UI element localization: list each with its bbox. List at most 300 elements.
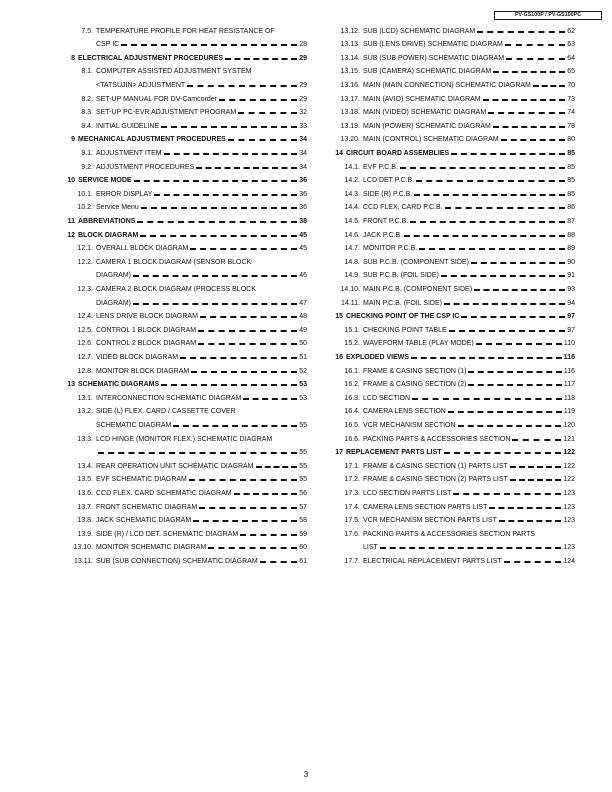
dot-leader <box>474 289 565 291</box>
toc-entry-title: CAMERA 1 BLOCK DIAGRAM (SENSOR BLOCK <box>96 258 252 266</box>
toc-entry-title: SERVICE MODE <box>78 177 132 185</box>
toc-entry[interactable] <box>326 502 575 512</box>
toc-entry-number: 8.2. <box>81 95 93 103</box>
toc-entry-title: CONTROL 2 BLOCK DIAGRAM <box>96 340 197 348</box>
toc-entry-number: 12.2. <box>77 258 93 266</box>
toc-entry-title: BLOCK DIAGRAM <box>78 231 139 239</box>
toc-entry[interactable] <box>58 311 307 321</box>
toc-entry[interactable] <box>326 230 575 240</box>
dot-leader <box>451 153 565 155</box>
dot-leader <box>448 411 562 413</box>
toc-entry[interactable] <box>326 94 575 104</box>
toc-entry[interactable] <box>58 148 307 158</box>
toc-entry[interactable] <box>96 447 307 457</box>
toc-entry-page: 55 <box>299 462 307 470</box>
dot-leader <box>200 316 297 318</box>
toc-entry-title: LENS DRIVE BLOCK DIAGRAM <box>96 313 198 321</box>
toc-entry-number: 14.8. <box>344 258 360 266</box>
toc-entry-title: SCHEMATIC DIAGRAMS <box>78 381 160 389</box>
toc-entry-page: 53 <box>299 381 307 389</box>
toc-entry[interactable] <box>326 189 575 199</box>
model-number-header: PV-GS100P / PV-GS100PC <box>494 11 602 20</box>
toc-entry-page: 51 <box>299 353 307 361</box>
toc-entry-title: COMPUTER ASSISTED ADJUSTMENT SYSTEM <box>96 68 252 76</box>
dot-leader <box>141 207 297 209</box>
toc-entry-page: 46 <box>299 272 307 280</box>
toc-entry-number: 10 <box>67 177 75 185</box>
dot-leader <box>493 126 565 128</box>
dot-leader <box>506 58 565 60</box>
toc-entry[interactable] <box>326 270 575 280</box>
toc-entry-number: 14.9. <box>344 272 360 280</box>
toc-entry-number: 13.18. <box>340 109 360 117</box>
toc-entry-page: 34 <box>299 149 307 157</box>
dot-leader <box>256 466 298 468</box>
toc-entry-page: 55 <box>299 476 307 484</box>
toc-entry-page: 85 <box>567 190 575 198</box>
toc-entry[interactable] <box>363 542 575 552</box>
dot-leader <box>243 398 297 400</box>
toc-entry-title: SUB P.C.B. (FOIL SIDE) <box>363 272 439 280</box>
toc-entry-number: 13.5. <box>77 476 93 484</box>
toc-entry-page: 97 <box>567 326 575 334</box>
toc-entry-title: CCD FLEX. CARD SCHEMATIC DIAGRAM <box>96 489 232 497</box>
toc-section-entry[interactable] <box>58 134 307 144</box>
toc-entry-page: 89 <box>567 245 575 253</box>
toc-entry[interactable] <box>58 284 307 294</box>
toc-entry-title: MAIN P.C.B. (COMPONENT SIDE) <box>363 285 473 293</box>
toc-entry[interactable] <box>58 189 307 199</box>
toc-entry-title: CAMERA 2 BLOCK DIAGRAM (PROCESS BLOCK <box>96 285 256 293</box>
toc-entry[interactable] <box>326 298 575 308</box>
toc-entry-title: VCR MECHANISM SECTION <box>363 421 456 429</box>
toc-entry-number: 14.5. <box>344 217 360 225</box>
toc-entry-number: 13.8. <box>77 517 93 525</box>
toc-entry-title: CAMERA LENS SECTION <box>363 408 446 416</box>
toc-entry-page: 80 <box>567 136 575 144</box>
toc-entry-title: EVF P.C.B. <box>363 163 398 171</box>
toc-entry[interactable] <box>58 366 307 376</box>
toc-entry[interactable] <box>326 243 575 253</box>
toc-entry-page: 73 <box>567 95 575 103</box>
toc-entry[interactable] <box>58 121 307 131</box>
toc-entry-number: 16.2. <box>344 381 360 389</box>
toc-entry[interactable] <box>58 107 307 117</box>
toc-entry-page: 29 <box>299 95 307 103</box>
dot-leader <box>501 139 566 141</box>
dot-leader <box>240 534 297 536</box>
dot-leader <box>461 316 565 318</box>
dot-leader <box>134 180 298 182</box>
toc-entry-title: LCD SECTION PARTS LIST <box>363 489 452 497</box>
toc-entry-number: 13.7. <box>77 503 93 511</box>
toc-entry[interactable] <box>326 53 575 63</box>
toc-entry-page: 116 <box>563 353 575 361</box>
toc-entry-number: 12.8. <box>77 367 93 375</box>
toc-section-entry[interactable] <box>58 230 307 240</box>
dot-leader <box>404 235 565 237</box>
toc-entry-number: 8.1. <box>81 68 93 76</box>
toc-entry-title: ABBREVIATIONS <box>78 217 136 225</box>
toc-entry-title: EXPLODED VIEWS <box>346 353 410 361</box>
toc-entry-page: 34 <box>299 163 307 171</box>
toc-entry-title: SCHEMATIC DIAGRAM <box>96 421 172 429</box>
toc-section-entry[interactable] <box>58 216 307 226</box>
toc-entry-page: 36 <box>299 204 307 212</box>
toc-entry[interactable] <box>58 406 307 416</box>
toc-entry[interactable] <box>326 121 575 131</box>
toc-entry-page: 90 <box>567 258 575 266</box>
toc-entry-number: 9 <box>71 136 75 144</box>
toc-entry-number: 14.3. <box>344 190 360 198</box>
toc-entry-page: 65 <box>567 68 575 76</box>
toc-entry-page: 28 <box>299 41 307 49</box>
toc-entry-title: SUB (CAMERA) SCHEMATIC DIAGRAM <box>363 68 492 76</box>
toc-entry-number: 9.2. <box>81 163 93 171</box>
toc-entry-title: EVF SCHEMATIC DIAGRAM <box>96 476 187 484</box>
toc-section-entry[interactable] <box>326 352 575 362</box>
page-number: 3 <box>303 770 309 779</box>
dot-leader <box>140 235 297 237</box>
dot-leader <box>189 479 297 481</box>
toc-entry-page: 122 <box>563 476 575 484</box>
toc-entry-number: 17.6. <box>344 530 360 538</box>
toc-entry-title: MAIN (POWER) SCHEMATIC DIAGRAM <box>363 122 491 130</box>
toc-entry-page: 117 <box>563 381 575 389</box>
toc-entry[interactable] <box>326 325 575 335</box>
toc-entry-page: 123 <box>563 517 575 525</box>
toc-entry-page: 49 <box>299 326 307 334</box>
toc-entry-title: CSP IC <box>96 41 120 49</box>
toc-entry-number: 14.1. <box>344 163 360 171</box>
toc-entry[interactable] <box>326 488 575 498</box>
toc-entry[interactable] <box>326 26 575 36</box>
toc-entry[interactable] <box>58 434 307 444</box>
toc-entry[interactable] <box>96 39 307 49</box>
toc-entry[interactable] <box>326 393 575 403</box>
toc-entry[interactable] <box>58 393 307 403</box>
toc-entry[interactable] <box>58 338 307 348</box>
toc-entry[interactable] <box>58 257 307 267</box>
dot-leader <box>499 520 561 522</box>
toc-entry[interactable] <box>326 379 575 389</box>
toc-entry-number: 13.12. <box>340 27 360 35</box>
toc-entry-title: ADJUSTMENT PROCEDURES <box>96 163 195 171</box>
toc-entry-page: 45 <box>299 231 307 239</box>
toc-entry-page: 93 <box>567 285 575 293</box>
toc-entry[interactable] <box>58 352 307 362</box>
toc-entry[interactable] <box>326 529 575 539</box>
toc-entry[interactable] <box>58 529 307 539</box>
dot-leader <box>510 479 561 481</box>
toc-entry[interactable] <box>58 488 307 498</box>
toc-entry-page: 29 <box>299 54 307 62</box>
dot-leader <box>449 330 566 332</box>
dot-leader <box>190 248 297 250</box>
toc-entry[interactable] <box>326 515 575 525</box>
dot-leader <box>199 507 297 509</box>
toc-entry-number: 12.5. <box>77 326 93 334</box>
toc-entry[interactable] <box>326 162 575 172</box>
toc-entry[interactable] <box>326 107 575 117</box>
toc-entry-title: DIAGRAM) <box>96 299 131 307</box>
toc-entry-page: 36 <box>299 190 307 198</box>
dot-leader <box>228 139 297 141</box>
toc-entry-number: 13.6. <box>77 489 93 497</box>
toc-entry-page: 121 <box>563 435 575 443</box>
toc-entry-page: 70 <box>567 81 575 89</box>
toc-entry[interactable] <box>326 257 575 267</box>
toc-entry[interactable] <box>326 284 575 294</box>
toc-entry[interactable] <box>96 270 307 280</box>
toc-entry[interactable] <box>58 542 307 552</box>
toc-entry[interactable] <box>96 80 307 90</box>
toc-entry-number: 17.3. <box>344 489 360 497</box>
toc-entry[interactable] <box>326 406 575 416</box>
toc-entry-number: 16.1. <box>344 367 360 375</box>
toc-entry-page: 63 <box>567 41 575 49</box>
dot-leader <box>180 357 297 359</box>
toc-entry-number: 8.3. <box>81 109 93 117</box>
toc-entry-title: CCD FLEX. CARD P.C.B. <box>363 204 443 212</box>
toc-entry-title: REAR OPERATION UNIT SCHEMATIC DIAGRAM <box>96 462 254 470</box>
toc-entry-number: 13.3. <box>77 435 93 443</box>
toc-entry-title: SUB P.C.B. (COMPONENT SIDE) <box>363 258 469 266</box>
toc-entry-title: FRONT P.C.B. <box>363 217 409 225</box>
toc-entry[interactable] <box>326 66 575 76</box>
toc-entry-page: 56 <box>299 489 307 497</box>
toc-entry[interactable] <box>326 39 575 49</box>
dot-leader <box>471 262 565 264</box>
toc-entry-title: SUB (LCD) SCHEMATIC DIAGRAM <box>363 27 476 35</box>
dot-leader <box>477 31 565 33</box>
toc-entry[interactable] <box>58 461 307 471</box>
toc-entry-title: CHECKING POINT TABLE <box>363 326 447 334</box>
toc-entry-number: 17.1. <box>344 462 360 470</box>
toc-entry-title: WAVEFORM TABLE (PLAY MODE) <box>363 340 474 348</box>
toc-entry-title: MECHANICAL ADJUSTMENT PROCEDURES <box>78 136 226 144</box>
toc-entry-title: SIDE (R) P.C.B. <box>363 190 413 198</box>
toc-entry-title: SET-UP MANUAL FOR DV-Camcorder <box>96 95 217 103</box>
toc-entry-title: CIRCUIT BOARD ASSEMBLIES <box>346 149 450 157</box>
toc-entry-title: ELECTRICAL ADJUSTMENT PROCEDURES <box>78 54 224 62</box>
toc-entry-number: 12.3. <box>77 285 93 293</box>
toc-entry-number: 16.5. <box>344 421 360 429</box>
toc-entry-number: 13.9. <box>77 530 93 538</box>
dot-leader <box>161 126 297 128</box>
toc-entry-title: LIST <box>363 544 378 552</box>
toc-entry-title: LCD HINGE (MONITOR FLEX.) SCHEMATIC DIAGRAM <box>96 435 273 443</box>
dot-leader <box>493 71 565 73</box>
toc-entry-number: 15 <box>335 313 343 321</box>
toc-entry-number: 9.1. <box>81 149 93 157</box>
toc-entry-title: CHECKING POINT OF THE CSP IC <box>346 313 460 321</box>
toc-entry-page: 47 <box>299 299 307 307</box>
dot-leader <box>164 153 298 155</box>
toc-entry-number: 14.7. <box>344 245 360 253</box>
dot-leader <box>98 452 297 454</box>
toc-section-entry[interactable] <box>326 311 575 321</box>
toc-entry-number: 17.4. <box>344 503 360 511</box>
toc-entry-number: 13.16. <box>340 81 360 89</box>
toc-entry-page: 45 <box>299 245 307 253</box>
toc-entry-number: 14.10. <box>340 285 360 293</box>
toc-entry[interactable] <box>58 162 307 172</box>
dot-leader <box>137 221 297 223</box>
dot-leader <box>121 44 297 46</box>
toc-section-entry[interactable] <box>58 53 307 63</box>
toc-entry-page: 61 <box>299 557 307 565</box>
toc-section-entry[interactable] <box>326 447 575 457</box>
toc-entry-page: 119 <box>563 408 575 416</box>
toc-entry-title: CAMERA LENS SECTION PARTS LIST <box>363 503 488 511</box>
toc-entry-title: FRAME & CASING SECTION (2) <box>363 381 467 389</box>
toc-entry[interactable] <box>58 243 307 253</box>
toc-section-entry[interactable] <box>326 148 575 158</box>
toc-entry-title: <TATSUJIN> ADJUSTMENT <box>96 81 186 89</box>
toc-entry-number: 14.6. <box>344 231 360 239</box>
toc-entry[interactable] <box>58 502 307 512</box>
dot-leader <box>198 330 297 332</box>
dot-leader <box>187 85 297 87</box>
toc-entry[interactable] <box>326 474 575 484</box>
toc-entry[interactable] <box>326 556 575 566</box>
dot-leader <box>488 112 565 114</box>
dot-leader <box>445 207 566 209</box>
dot-leader <box>458 425 562 427</box>
toc-entry[interactable] <box>58 515 307 525</box>
toc-entry-title: REPLACEMENT PARTS LIST <box>346 449 442 457</box>
toc-entry[interactable] <box>58 556 307 566</box>
toc-entry-number: 12.1. <box>77 245 93 253</box>
toc-entry[interactable] <box>96 298 307 308</box>
dot-leader <box>489 507 561 509</box>
toc-entry-page: 87 <box>567 217 575 225</box>
toc-entry-number: 13.20. <box>340 136 360 144</box>
toc-entry[interactable] <box>326 202 575 212</box>
toc-entry-number: 17 <box>335 449 343 457</box>
toc-entry[interactable] <box>326 420 575 430</box>
toc-entry[interactable] <box>326 338 575 348</box>
toc-entry-page: 38 <box>299 217 307 225</box>
dot-leader <box>419 248 565 250</box>
toc-entry[interactable] <box>326 134 575 144</box>
toc-entry-page: 57 <box>299 503 307 511</box>
toc-entry[interactable] <box>58 325 307 335</box>
toc-entry-page: 124 <box>563 557 575 565</box>
toc-entry-number: 14 <box>335 149 343 157</box>
toc-entry-title: VIDEO BLOCK DIAGRAM <box>96 353 179 361</box>
toc-entry-title: SET-UP PC-EVR ADJUSTMENT PROGRAM <box>96 109 237 117</box>
toc-entry[interactable] <box>58 26 307 36</box>
toc-entry-number: 16.4. <box>344 408 360 416</box>
toc-entry-number: 13.10. <box>73 544 93 552</box>
toc-entry-title: PACKING PARTS & ACCESSORIES SECTION PARTS <box>363 530 536 538</box>
toc-entry[interactable] <box>326 175 575 185</box>
toc-entry-number: 13.13. <box>340 41 360 49</box>
dot-leader <box>225 58 297 60</box>
toc-entry-title: DIAGRAM) <box>96 272 131 280</box>
toc-entry-title: SIDE (L) FLEX. CARD / CASSETTE COVER <box>96 408 236 416</box>
toc-entry[interactable] <box>326 216 575 226</box>
dot-leader <box>483 99 566 101</box>
toc-entry-page: 29 <box>299 81 307 89</box>
dot-leader <box>193 520 297 522</box>
toc-entry-title: ADJUSTMENT ITEM <box>96 149 162 157</box>
toc-entry-page: 50 <box>299 340 307 348</box>
toc-entry-page: 110 <box>563 340 575 348</box>
toc-entry[interactable] <box>326 366 575 376</box>
dot-leader <box>441 275 565 277</box>
dot-leader <box>380 547 562 549</box>
toc-entry-title: INITIAL GUIDELINE <box>96 122 160 130</box>
toc-entry-number: 17.2. <box>344 476 360 484</box>
toc-entry-page: 85 <box>567 163 575 171</box>
dot-leader <box>416 180 565 182</box>
dot-leader <box>414 194 565 196</box>
toc-entry[interactable] <box>58 94 307 104</box>
toc-entry[interactable] <box>326 80 575 90</box>
dot-leader <box>444 452 562 454</box>
toc-entry-number: 12 <box>67 231 75 239</box>
dot-leader <box>191 371 297 373</box>
toc-entry-number: 13.19. <box>340 122 360 130</box>
toc-entry-page: 120 <box>563 421 575 429</box>
dot-leader <box>234 493 298 495</box>
toc-entry-page: 62 <box>567 27 575 35</box>
toc-entry-number: 16.3. <box>344 394 360 402</box>
dot-leader <box>154 194 297 196</box>
toc-entry-title: SUB (SUB POWER) SCHEMATIC DIAGRAM <box>363 54 505 62</box>
toc-entry-title: FRAME & CASING SECTION (1) PARTS LIST <box>363 462 508 470</box>
toc-entry[interactable] <box>326 434 575 444</box>
toc-entry-page: 118 <box>563 394 575 402</box>
toc-section-entry[interactable] <box>58 175 307 185</box>
dot-leader <box>444 303 565 305</box>
dot-leader <box>196 167 297 169</box>
toc-entry-page: 116 <box>563 367 575 375</box>
toc-entry-number: 12.4. <box>77 313 93 321</box>
toc-entry[interactable] <box>58 474 307 484</box>
toc-entry-title: LCD DET P.C.B. <box>363 177 415 185</box>
toc-entry-number: 10.1. <box>77 190 93 198</box>
toc-entry[interactable] <box>326 461 575 471</box>
dot-leader <box>410 221 565 223</box>
toc-entry-title: CONTROL 1 BLOCK DIAGRAM <box>96 326 197 334</box>
toc-entry-title: PACKING PARTS & ACCESSORIES SECTION <box>363 435 511 443</box>
toc-entry-number: 14.4. <box>344 204 360 212</box>
dot-leader <box>453 493 561 495</box>
toc-entry[interactable] <box>58 202 307 212</box>
toc-entry[interactable] <box>96 420 307 430</box>
toc-entry[interactable] <box>58 66 307 76</box>
dot-leader <box>238 112 297 114</box>
toc-entry-title: MAIN (MAIN CONNECTION) SCHEMATIC DIAGRAM <box>363 81 531 89</box>
toc-entry-title: ELECTRICAL REPLACEMENT PARTS LIST <box>363 557 502 565</box>
toc-entry-page: 59 <box>299 530 307 538</box>
toc-entry-title: MAIN (AVIO) SCHEMATIC DIAGRAM <box>363 95 481 103</box>
toc-entry-number: 8 <box>71 54 75 62</box>
toc-entry-title: TEMPERATURE PROFILE FOR HEAT RESISTANCE OF <box>96 27 275 35</box>
toc-entry-title: FRONT SCHEMATIC DIAGRAM <box>96 503 198 511</box>
toc-entry-number: 10.2. <box>77 204 93 212</box>
toc-entry-title: MAIN P.C.B. (FOIL SIDE) <box>363 299 442 307</box>
toc-entry-number: 15.1. <box>344 326 360 334</box>
toc-entry-number: 13.4. <box>77 462 93 470</box>
toc-entry-number: 13.2. <box>77 408 93 416</box>
toc-entry-page: 85 <box>567 149 575 157</box>
toc-section-entry[interactable] <box>58 379 307 389</box>
